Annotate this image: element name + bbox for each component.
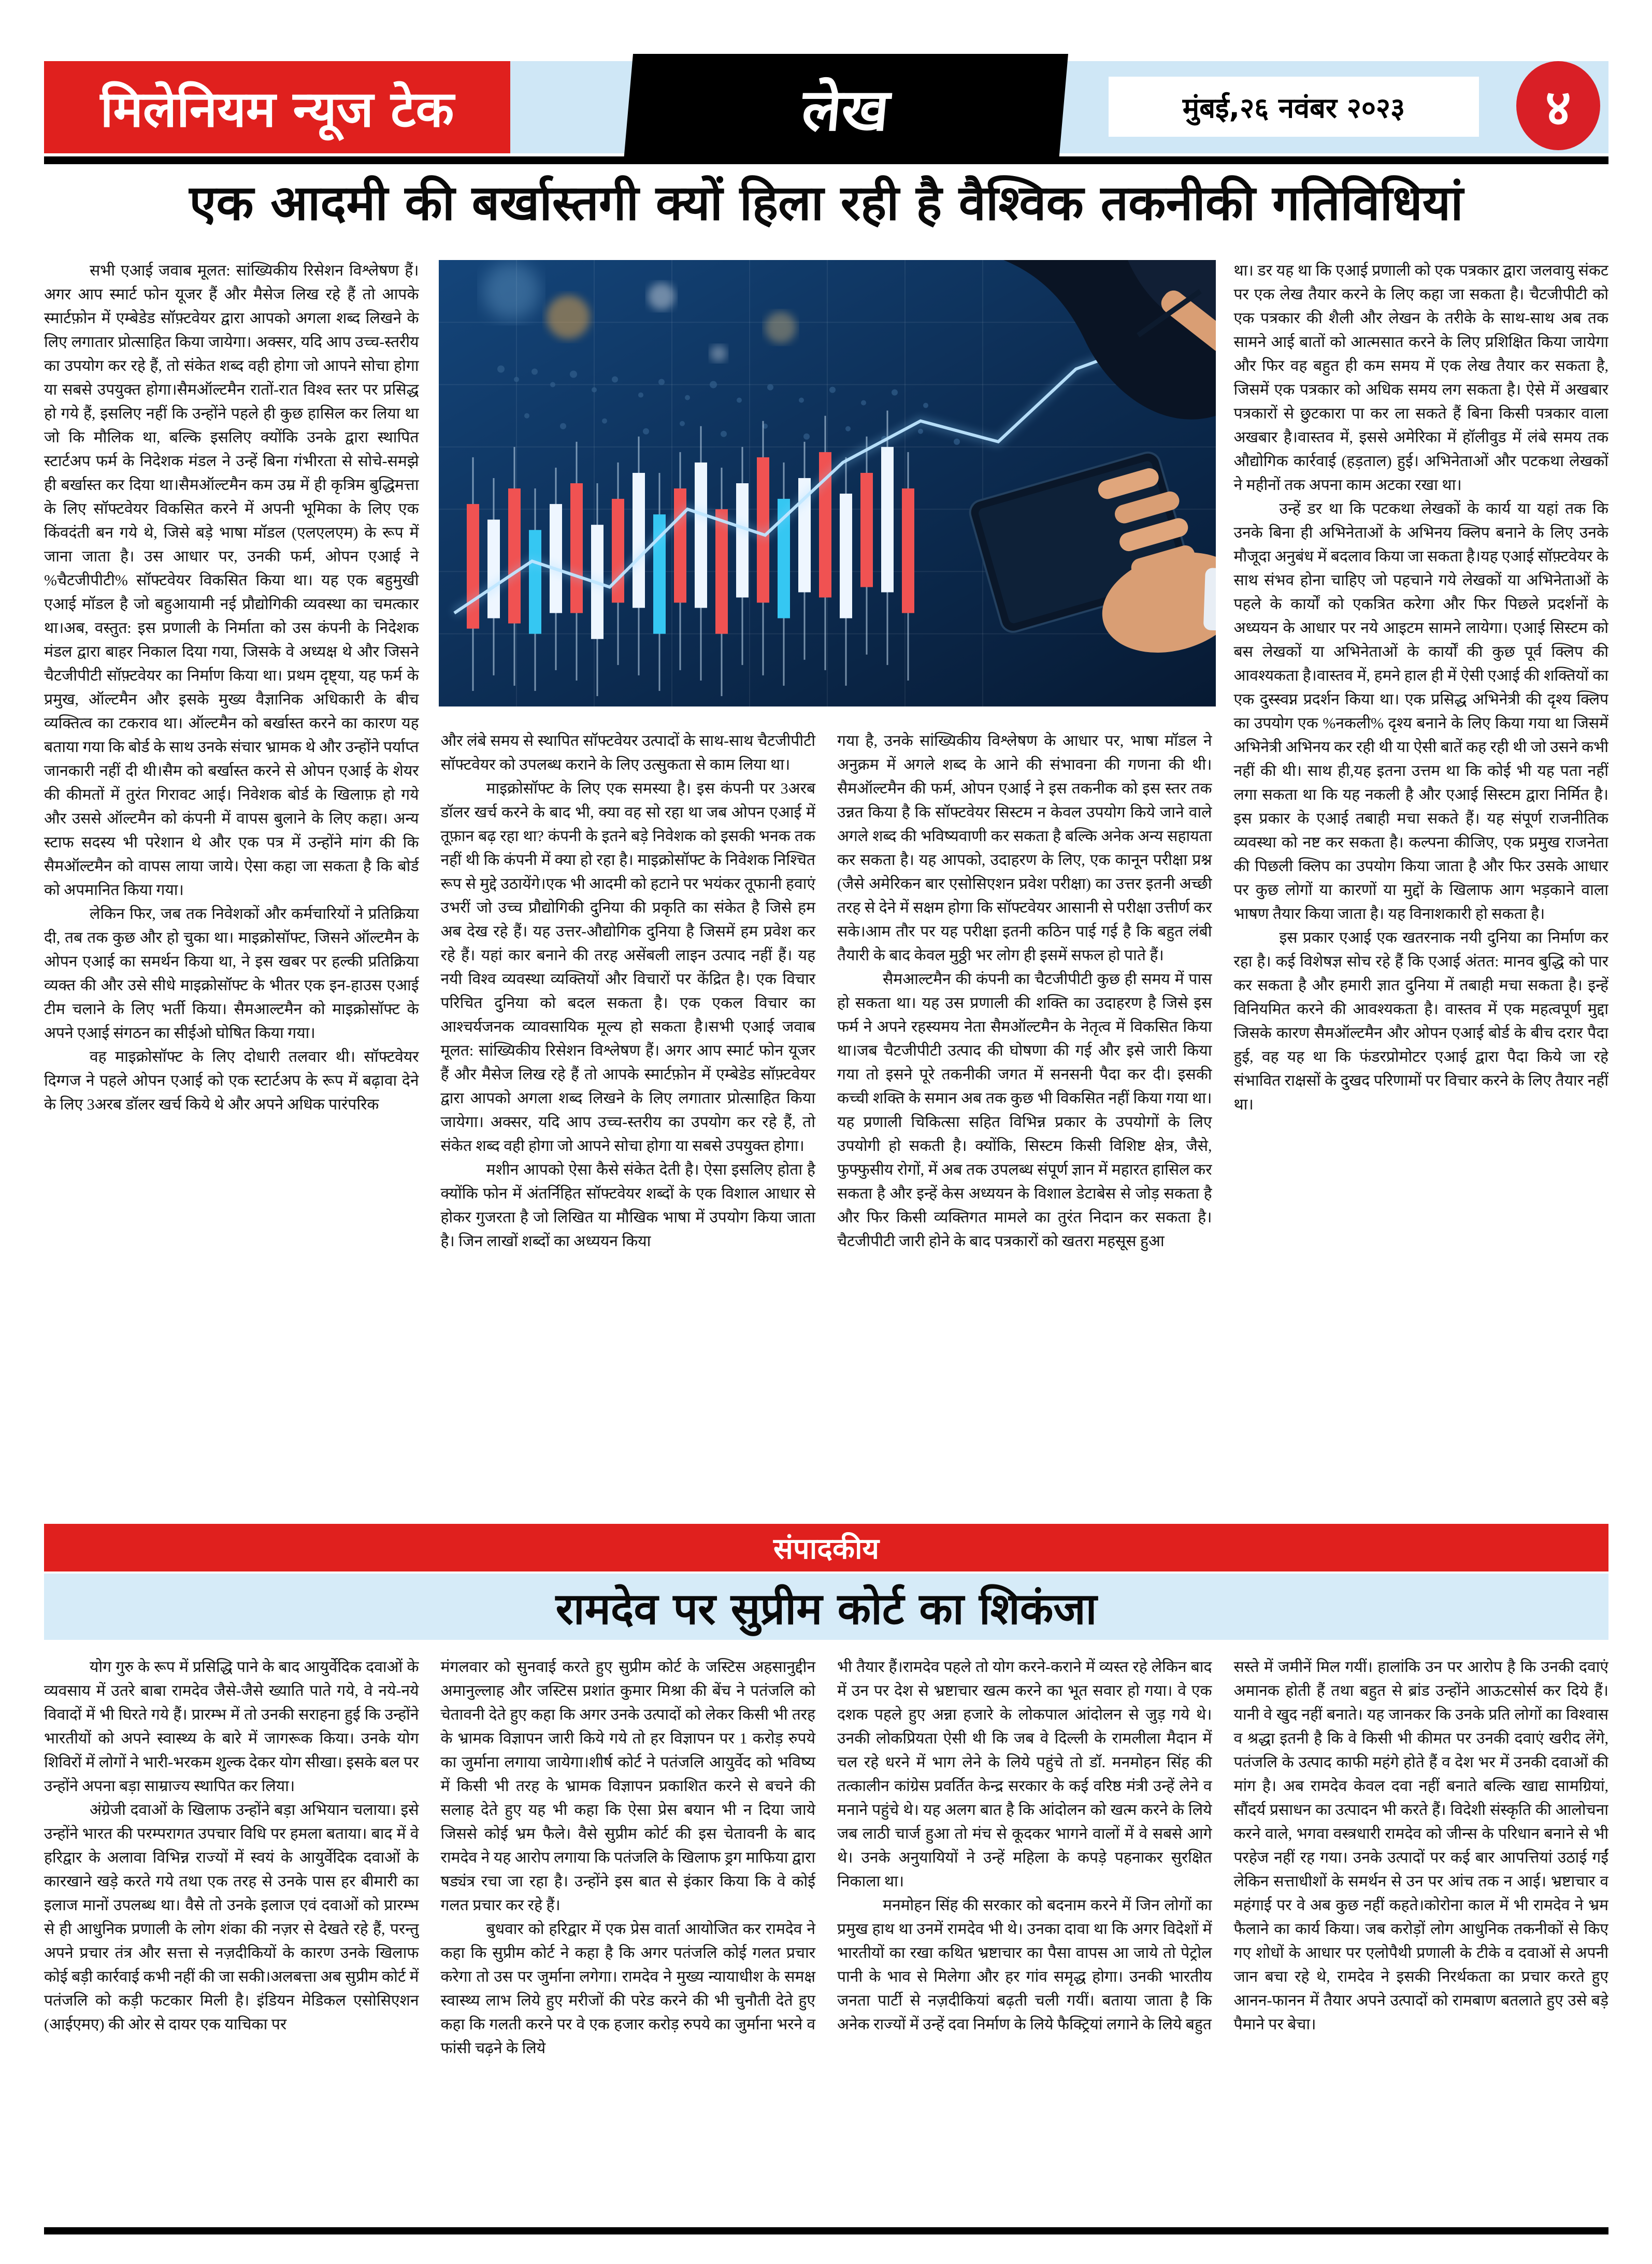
shirt-cuff: [1203, 568, 1216, 631]
paragraph: अंग्रेजी दवाओं के खिलाफ उन्होंने बड़ा अभियान चलाया। इसे उन्होंने भारत की परम्परागत उपचार विधि पर हमला बताया। बाद में वे हरिद्वार के अलावा विभिन्न राज्यों में स्वयं के आयुर्वेदिक दवाओं के कारखाने खड़े करते गये तथा एक तरह से उनके पास हर बीमारी का इलाज मानों उपलब्ध था। वैसे तो उनके इलाज एवं दवाओं को प्रारम्भ से ही आधुनिक प्रणाली के लोग शंका की नज़र से देखते रहे हैं, परन्तु अपने प्रचार तंत्र और सत्ता से नज़दीकियों के कारण उनके खिलाफ कोई बड़ी कार्रवाई कभी नहीं की जा सकी।अलबत्ता अब सुप्रीम कोर्ट में पतंजलि को कड़ी फटकार मिली है। इंडियन मेडिकल एसोसिएशन (आईएमए) की ओर से दायर एक याचिका पर: [44, 1801, 419, 2033]
paragraph: माइक्रोसॉफ्ट के लिए एक समस्या है। इस कंपनी पर 3अरब डॉलर खर्च करने के बाद भी, क्या वह सो रहा था जब ओपन एआई में तूफ़ान बढ़ रहा था? कंपनी के इतने बड़े निवेशक को इसकी भनक तक नहीं थी कि कंपनी में क्या हो रहा है। माइक्रोसॉफ्ट के निवेशक निश्चित रूप से मुद्दे उठायेंगे।एक भी आदमी को हटाने पर भयंकर तूफानी हवाएं उभरीं जो उच्च प्रौद्योगिकी दुनिया की प्रकृति का संकेत है जिसे हम अब देख रहे हैं। यह उत्तर-औद्योगिक दुनिया है जिसमें हम प्रवेश कर रहे हैं। यहां कार बनाने की तरह असेंबली लाइन उत्पाद नहीं हैं। यह नयी विश्व व्यवस्था व्यक्तियों और विचारों पर केंद्रित है। एक विचार परिचित दुनिया को बदल सकता है। एक एकल विचार का आश्चर्यजनक व्यावसायिक मूल्य हो सकता है।सभी एआई जवाब मूलत: सांख्यिकीय रिसेशन विश्लेषण हैं। अगर आप स्मार्ट फोन यूजर हैं और मैसेज लिख रहे हैं तो आपके स्मार्टफ़ोन में एम्बेडेड सॉफ़्टवेयर द्वारा आपको अगला शब्द लिखने के लिए लगातार प्रोत्साहित किया जायेगा। अक्सर, यदि आप उच्च-स्तरीय का उपयोग कर रहे हैं, तो संकेत शब्द वही होगा जो आपने सोचा होगा या सबसे उपयुक्त होगा।: [440, 780, 815, 1155]
brand-name: मिलेनियम न्यूज टेक: [100, 80, 454, 138]
article-column-4: [1234, 259, 1609, 1517]
masthead-divider: [44, 156, 1608, 164]
paragraph: सैमआल्टमैन की कंपनी का चैटजीपीटी कुछ ही समय में पास हो सकता था। यह उस प्रणाली की शक्ति का उदाहरण है जिसे इस फर्म ने अपने रहस्यमय नेता सैमऑल्टमैन के नेतृत्व में विकसित किया था।जब चैटजीपीटी उत्पाद की घोषणा की गई और इसे जारी किया गया तो इसने पूरे तकनीकी जगत में सनसनी पैदा कर दी। इसकी कच्ची शक्ति के समान अब तक कुछ भी विकसित नहीं किया गया था। यह प्रणाली चिकित्सा सहित विभिन्न प्रकार के उपयोगों के लिए उपयोगी हो सकती है। क्योंकि, सिस्टम किसी विशिष्ट क्षेत्र, जैसे, फुफ्फुसीय रोगों, में अब तक उपलब्ध संपूर्ण ज्ञान में महारत हासिल कर सकता है और इन्हें केस अध्ययन के विशाल डेटाबेस से जोड़ सकता है और फिर किसी व्यक्तिगत मामले का तुरंत निदान कर सकता है।चैटजीपीटी जारी होने के बाद पत्रकारों को खतरा महसूस हुआ: [837, 971, 1212, 1250]
paragraph: बुधवार को हरिद्वार में एक प्रेस वार्ता आयोजित कर रामदेव ने कहा कि सुप्रीम कोर्ट ने कहा है कि अगर पतंजलि कोई गलत प्रचार करेगा तो उस पर जुर्माना लगेगा। रामदेव ने मुख्य न्यायाधीश के समक्ष स्वास्थ्य लाभ लिये हुए मरीजों की परेड करने की भी चुनौती देते हुए कहा कि गलती करने पर वे एक हजार करोड़ रुपये का जुर्माना भरने व फांसी चढ़ने के लिये: [440, 1921, 815, 2057]
paragraph: इस प्रकार एआई एक खतरनाक नयी दुनिया का निर्माण कर रहा है। कई विशेषज्ञ सोच रहे हैं कि एआई अंतत: मानव बुद्धि को पार कर सकता है और हमारी ज्ञात दुनिया में तबाही मचा सकता है। इन्हें विनियमित करने की आवश्यकता है। वास्तव में एक महत्वपूर्ण मुद्दा जिसके कारण सैमऑल्टमैन और ओपन एआई बोर्ड के बीच दरार पैदा हुई, वह यह था कि फंडरप्रोमोटर एआई द्वारा पैदा किये जा रहे संभावित राक्षसों के दुखद परिणामों पर विचार करने के लिए तैयार नहीं था।: [1233, 929, 1608, 1113]
page-bottom-rule: [44, 2227, 1608, 2234]
dateline: मुंबई,२६ नवंबर २०२३: [1182, 92, 1405, 124]
editorial-column-2: [441, 1655, 816, 2223]
editorial-label: संपादकीय: [773, 1532, 879, 1566]
section-label: लेख: [799, 76, 892, 144]
article-column-1: [44, 259, 419, 1517]
editorial-column-4: [1234, 1655, 1609, 2223]
paragraph: उन्हें डर था कि पटकथा लेखकों के कार्य या यहां तक कि उनके बिना ही अभिनेताओं के अभिनय क्लिप बनाने के लिए उनके मौजूदा अनुबंध में बदलाव किया जा सकता है।यह एआई सॉफ़्टवेयर के साथ संभव होना चाहिए जो पहचाने गये लेखकों या अभिनेताओं के पहले के कार्यों को एकत्रित करेगा और फिर पिछले प्रदर्शनों के अध्ययन के आधार पर नये आइटम सामने लायेगा। एआई सिस्टम को बस लेखकों या अभिनेताओं के कार्यों की कुछ पूर्व क्लिप की आवश्यकता है।वास्तव में, हमने हाल ही में ऐसी एआई की शक्तियों का एक दुस्स्वप्न प्रदर्शन किया था। एक प्रसिद्ध अभिनेत्री की दृश्य क्लिप का उपयोग एक %नकली% दृश्य बनाने के लिए किया गया था जिसमें अभिनेत्री अभिनय कर रही थी या ऐसी बातें कह रही थी जो उसने कभी नहीं की थी। साथ ही,यह इतना उत्तम था कि कोई भी यह पता नहीं लगा सकता था कि यह नकली है और एआई सिस्टम द्वारा निर्मित है।इस प्रकार के एआई तबाही मचा सकते हैं। यह संपूर्ण राजनीतिक व्यवस्था को नष्ट कर सकता है। कल्पना कीजिए, एक प्रमुख राजनेता की पिछली क्लिप का उपयोग किया जाता है और फिर उसके आधार पर कुछ लोगों या कारणों या मुद्दों के खिलाफ आग भड़काने वाला भाषण तैयार किया जाता है। यह विनाशकारी हो सकता है।: [1233, 500, 1608, 922]
section-banner: [624, 54, 1068, 161]
editorial-body: [44, 1655, 1608, 2223]
editorial-headline-band: [44, 1574, 1608, 1640]
paragraph: और लंबे समय से स्थापित सॉफ्टवेयर उत्पादों के साथ-साथ चैटजीपीटी सॉफ्टवेयर को उपलब्ध कराने के लिए उत्सुकता से काम लिया था।: [440, 732, 815, 773]
paragraph: था। डर यह था कि एआई प्रणाली को एक पत्रकार द्वारा जलवायु संकट पर एक लेख तैयार करने के लिए कहा जा सकता है। चैटजीपीटी को एक पत्रकार की शैली और लेखन के तरीके के साथ-साथ अब तक सामने आई बातों को आत्मसात करने के लिए प्रशिक्षित किया जायेगा और फिर वह बहुत ही कम समय में एक लेख तैयार कर सकता है, जिसमें एक पत्रकार को अधिक समय लग सकता है। ऐसे में अखबार पत्रकारों से छुटकारा पा कर ला सकते हैं बिना किसी पत्रकार वाला अखबार है।वास्तव में, इससे अमेरिका में हॉलीवुड में लंबे समय तक औद्योगिक कार्रवाई (हड़ताल) हुई। अभिनेताओं और पटकथा लेखकों ने महीनों तक अपना काम अटका रखा था।: [1233, 262, 1608, 494]
article-body: [44, 259, 1608, 1517]
paragraph: गया है, उनके सांख्यिकीय विश्लेषण के आधार पर, भाषा मॉडल ने अनुक्रम में अगले शब्द के आने की संभावना की गणना की थी।सैमऑल्टमैन की फर्म, ओपन एआई ने इस तकनीक को इस स्तर तक उन्नत किया है कि सॉफ्टवेयर सिस्टम न केवल उपयोग किये जाने वाले अगले शब्द की भविष्यवाणी कर सकता है बल्कि अनेक अन्य सहायता कर सकता है। यह आपको, उदाहरण के लिए, एक कानून परीक्षा प्रश्न (जैसे अमेरिकन बार एसोसिएशन प्रवेश परीक्षा) का उत्तर इतनी अच्छी तरह से देने में सक्षम होगा कि सॉफ्टवेयर आसानी से परीक्षा उत्तीर्ण कर सके।आम तौर पर यह परीक्षा इतनी कठिन पाई गई है कि बहुत लंबी तैयारी के बाद केवल मुठ्ठी भर लोग ही इसमें सफल हो पाते हैं।: [837, 732, 1212, 964]
paragraph: वह माइक्रोसॉफ्ट के लिए दोधारी तलवार थी। सॉफ्टवेयर दिग्गज ने पहले ओपन एआई को एक स्टार्टअप के रूप में बढ़ावा देने के लिए 3अरब डॉलर खर्च किये थे और अपने अधिक पारंपरिक: [44, 1048, 419, 1113]
page-number: ४: [1545, 78, 1571, 137]
paragraph: सस्ते में जमीनें मिल गयीं। हालांकि उन पर आरोप है कि उनकी दवाएं अमानक होती हैं तथा बहुत से ब्रांड उन्होंने आऊटसोर्स कर दिये हैं। यानी वे खुद नहीं बनाते। यह जानकर कि उनके प्रति लोगों का विश्वास व श्रद्धा इतनी है कि वे किसी भी कीमत पर उनकी दवाएं खरीद लेंगे, पतंजलि के उत्पाद काफी महंगे होते हैं व देश भर में उनकी दवाओं की मांग है। अब रामदेव केवल दवा नहीं बनाते बल्कि खाद्य सामग्रियां, सौंदर्य प्रसाधन का उत्पादन भी करते हैं। विदेशी संस्कृति की आलोचना करने वाले, भगवा वस्त्रधारी रामदेव को जीन्स के परिधान बनाने से भी परहेज नहीं रह गया। उनके उत्पादों पर कई बार आपत्तियां उठाई गईं लेकिन सत्ताधीशों के समर्थन से उन पर आंच तक न आई। भ्रष्टाचार व महंगाई पर वे अब कुछ नहीं कहते।कोरोना काल में भी रामदेव ने भ्रम फैलाने का कार्य किया। जब करोड़ों लोग आधुनिक तकनीकों से किए गए शोधों के आधार पर एलोपैथी प्रणाली के टीके व दवाओं से अपनी जान बचा रहे थे, रामदेव ने इसकी निरर्थकता का प्रचार करते हुए आनन-फानन में तैयार अपने उत्पादों को रामबाण बतलाते हुए उसे बड़े पैमाने पर बेचा।: [1233, 1659, 1608, 2033]
paragraph: मनमोहन सिंह की सरकार को बदनाम करने में जिन लोगों का प्रमुख हाथ था उनमें रामदेव भी थे। उनका दावा था कि अगर विदेशों में भारतीयों का रखा कथित भ्रष्टाचार का पैसा वापस आ जाये तो पेट्रोल पानी के भाव से मिलेगा और हर गांव समृद्ध होगा। उनकी भारतीय जनता पार्टी से नज़दीकियां बढ़ती चली गयीं। बताया जाता है कि अनेक राज्यों में उन्हें दवा निर्माण के लिये फैक्ट्रियां लगाने के लिये बहुत: [837, 1897, 1212, 2033]
page-number-badge: [1516, 61, 1600, 150]
paragraph: मशीन आपको ऐसा कैसे संकेत देती है। ऐसा इसलिए होता है क्योंकि फोन में अंतर्निहित सॉफ्टवेयर शब्दों के एक विशाल आधार से होकर गुजरता है जो लिखित या मौखिक भाषा में उपयोग किया जाता है। जिन लाखों शब्दों का अध्ययन किया: [440, 1161, 815, 1250]
paragraph: मंगलवार को सुनवाई करते हुए सुप्रीम कोर्ट के जस्टिस अहसानुद्दीन अमानुल्लाह और जस्टिस प्रशांत कुमार मिश्रा की बेंच ने पतंजलि को चेतावनी देते हुए कहा कि अगर उनके उत्पादों को लेकर किसी भी तरह के भ्रामक विज्ञापन जारी किये गये तो हर विज्ञापन पर 1 करोड़ रुपये का जुर्माना लगाया जायेगा।शीर्ष कोर्ट ने पतंजलि आयुर्वेद को भविष्य में किसी भी तरह के भ्रामक विज्ञापन प्रकाशित करने से बचने की सलाह देते हुए यह भी कहा कि ऐसा प्रेस बयान भी न दिया जाये जिससे कोई भ्रम फैले। वैसे सुप्रीम कोर्ट की इस चेतावनी के बाद रामदेव ने यह आरोप लगाया कि पतंजलि के खिलाफ ड्रग माफिया द्वारा षड्यंत्र रचा जा रहा है। उन्होंने इस बात से इंकार किया कि वे कोई गलत प्रचार कर रहे हैं।: [440, 1659, 816, 1914]
paragraph: सभी एआई जवाब मूलत: सांख्यिकीय रिसेशन विश्लेषण हैं। अगर आप स्मार्ट फोन यूजर हैं और मैसेज लिख रहे हैं तो आपके स्मार्टफ़ोन में एम्बेडेड सॉफ़्टवेयर द्वारा आपको अगला शब्द लिखने के लिए लगातार प्रोत्साहित किया जायेगा। अक्सर, यदि आप उच्च-स्तरीय का उपयोग कर रहे हैं, तो संकेत शब्द वही होगा जो आपने सोचा होगा या सबसे उपयुक्त होगा।सैमऑल्टमैन रातों-रात विश्व स्तर पर प्रसिद्ध हो गये हैं, इसलिए नहीं कि उन्होंने पहले ही कुछ हासिल कर लिया था जो कि मौलिक था, बल्कि इसलिए क्योंकि उनके द्वारा स्थापित स्टार्टअप फर्म के निदेशक मंडल ने उन्हें बिना गंभीरता से सोचे-समझे ही बर्खास्त कर दिया था।सैमऑल्टमैन कम उम्र में ही कृत्रिम बुद्धिमत्ता के लिए सॉफ्टवेयर विकसित करने में अपनी भूमिका के लिए एक किंवदंती बन गये थे, जिसे बड़े भाषा मॉडल (एलएलएम) के रूप में जाना जाता है। उस आधार पर, उनकी फर्म, ओपन एआई ने %चैटजीपीटी% सॉफ्टवेयर विकसित किया था। यह एक बहुमुखी एआई मॉडल है जो बहुआयामी नई प्रौद्योगिकी व्यवस्था का चमत्कार था।अब, वस्तुत: इस प्रणाली के निर्माता को उस कंपनी के निदेशक मंडल द्वारा बाहर निकाल दिया गया, जिसके वे अध्यक्ष थे और जिसने चैटजीपीटी सॉफ़्टवेयर का निर्माण किया था। प्रथम दृष्ट्या, यह फर्म के प्रमुख, ऑल्टमैन और इसके मुख्य वैज्ञानिक अधिकारी के बीच व्यक्तित्व का टकराव था। ऑल्टमैन को बर्खास्त करने का कारण यह बताया गया कि बोर्ड के साथ उनके संचार भ्रामक थे और उन्होंने पर्याप्त जानकारी नहीं दी थी।सैम को बर्खास्त करने से ओपन एआई के शेयर की कीमतों में तुरंत गिरावट आई। निवेशक बोर्ड के खिलाफ़ हो गये और उससे ऑल्टमैन को कंपनी में वापस बुलाने के लिए कहा। अन्य स्टाफ सदस्य भी परेशान थे और एक पत्र में उन्होंने मांग की कि सैमऑल्टमैन को वापस लाया जाये। ऐसा कहा जा सकता है कि बोर्ड को अपमानित किया गया।: [44, 262, 419, 899]
paragraph: भी तैयार हैं।रामदेव पहले तो योग करने-कराने में व्यस्त रहे लेकिन बाद में उन पर देश से भ्रष्टाचार खत्म करने का भूत सवार हो गया। वे एक दशक पहले हुए अन्ना हजारे के लोकपाल आंदोलन से जुड़ गये थे। उनकी लोकप्रियता ऐसी थी कि जब वे दिल्ली के रामलीला मैदान में चल रहे धरने में भाग लेने के लिये पहुंचे तो डॉ. मनमोहन सिंह की तत्कालीन कांग्रेस प्रवर्तित केन्द्र सरकार के कई वरिष्ठ मंत्री उन्हें लेने व मनाने पहुंचे थे। यह अलग बात है कि आंदोलन को खत्म करने के लिये जब लाठी चार्ज हुआ तो मंच से कूदकर भागने वालों में वे सबसे आगे थे। उनके अनुयायियों ने उन्हें महिला के कपड़े पहनाकर सुरक्षित निकाला था।: [837, 1659, 1212, 1890]
paragraph: योग गुरु के रूप में प्रसिद्धि पाने के बाद आयुर्वेदिक दवाओं के व्यवसाय में उतरे बाबा रामदेव जैसे-जैसे ख्याति पाते गये, वे नये-नये विवादों में भी घिरते गये हैं। प्रारम्भ में तो उनकी सराहना हुई कि उन्होंने भारतीयों को अपने स्वास्थ्य के बारे में जागरूक किया। उनके योग शिविरों में लोगों ने भारी-भरकम शुल्क देकर योग सीखा। इसके बल पर उन्होंने अपना बड़ा साम्राज्य स्थापित कर लिया।: [44, 1659, 419, 1795]
editorial-column-1: [44, 1655, 419, 2223]
stock-market-photo: [439, 260, 1216, 706]
editorial-column-3: [837, 1655, 1212, 2223]
newspaper-logo: [44, 61, 510, 153]
masthead: [44, 61, 1608, 153]
dateline-box: [1109, 77, 1479, 137]
article-photo: [439, 260, 1216, 706]
editorial-headline: रामदेव पर सुप्रीम कोर्ट का शिकंजा: [555, 1583, 1097, 1634]
paragraph: लेकिन फिर, जब तक निवेशकों और कर्मचारियों ने प्रतिक्रिया दी, तब तक कुछ और हो चुका था। माइक्रोसॉफ्ट, जिसने ऑल्टमैन के ओपन एआई का समर्थन किया था, ने इस खबर पर हल्की प्रतिक्रिया व्यक्त की और उसे सीधे माइक्रोसॉफ्ट के भीतर एक इन-हाउस एआई टीम चलाने के लिए भर्ती किया। सैमआल्टमैन को माइक्रोसॉफ्ट के अपने एआई संगठन का सीईओ घोषित किया गया।: [44, 905, 419, 1042]
article-headline: एक आदमी की बर्खास्तगी क्यों हिला रही है वैश्विक तकनीकी गतिविधियां: [189, 175, 1463, 232]
editorial-banner: [44, 1524, 1608, 1571]
